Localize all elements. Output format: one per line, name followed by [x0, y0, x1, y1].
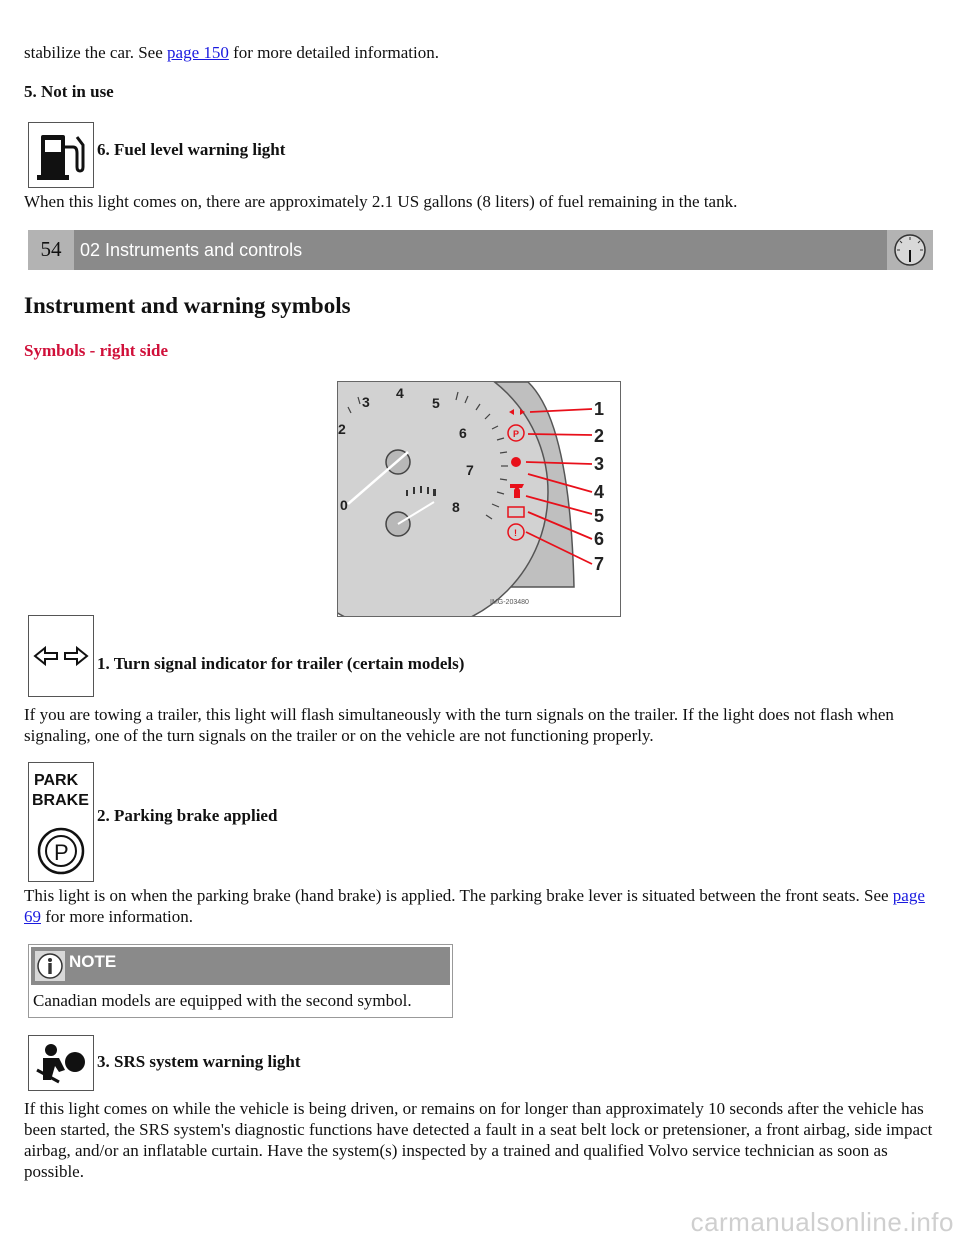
trailer-turn-signal-icon	[28, 615, 94, 697]
item-2-title: 2. Parking brake applied	[97, 806, 278, 825]
item-3-body: If this light comes on while the vehicle is being driven, or remains on for longer than approximately 10 seconds after the vehicle has been started, the SRS system's diagnostic functions have detected a fault in a seat belt lock or pretensioner, a front airbag, side impact airbag, and/or an inflatable curtain. Have the system(s) inspected by a trained and qualified Volvo service technician as soon as possible.	[24, 1099, 933, 1181]
gauge-number: 0	[340, 497, 348, 513]
gauge-icon	[887, 230, 933, 270]
parking-brake-icon	[28, 762, 94, 882]
svg-text:P: P	[513, 429, 520, 439]
watermark: carmanualsonline.info	[690, 1207, 954, 1237]
page-69-link[interactable]: page 69	[24, 886, 925, 926]
gauge-number: 8	[452, 499, 460, 515]
figure-code: IMG-203480	[490, 599, 529, 606]
gauge-number: 7	[466, 462, 474, 478]
sub-heading: Symbols - right side	[24, 341, 169, 360]
info-icon	[35, 951, 65, 981]
svg-text:PARK: PARK	[34, 772, 79, 789]
svg-text:P: P	[54, 840, 69, 865]
item-6-body: When this light comes on, there are approximately 2.1 US gallons (8 liters) of fuel remaining in the tank.	[24, 192, 738, 211]
section-header	[28, 230, 933, 270]
item-1-title: 1. Turn signal indicator for trailer (certain models)	[97, 654, 465, 673]
item-2-body: This light is on when the parking brake (hand brake) is applied. The parking brake lever is situated between the front seats. See page 69 for more information.	[24, 886, 925, 926]
note-label: NOTE	[69, 952, 117, 971]
page-150-link[interactable]: page 150	[167, 43, 229, 62]
item-1-body: If you are towing a trailer, this light will flash simultaneously with the turn signals on the trailer. If the light does not flash when signaling, one of the turn signals on the trailer or on the vehicle are not functioning properly.	[24, 705, 894, 745]
gauge-number: 3	[362, 394, 370, 410]
svg-text:!: !	[514, 528, 517, 538]
callout-number: 4	[594, 482, 605, 502]
note-text: Canadian models are equipped with the second symbol.	[33, 991, 412, 1010]
gauge-number: 6	[459, 425, 467, 441]
callout-number: 1	[594, 399, 605, 419]
intro-text: stabilize the car. See page 150 for more detailed information.	[24, 43, 439, 62]
callout-number: 2	[594, 426, 605, 446]
callout-number: 5	[594, 506, 605, 526]
callout-number: 3	[594, 454, 605, 474]
gauge-number: 4	[396, 385, 404, 401]
item-5-title: 5. Not in use	[24, 82, 114, 101]
instrument-cluster-figure	[337, 381, 621, 617]
item-6-title: 6. Fuel level warning light	[97, 140, 286, 159]
callout-number: 7	[594, 554, 605, 574]
page-heading: Instrument and warning symbols	[24, 293, 351, 318]
note-box	[28, 944, 453, 1018]
page-number: 54	[28, 230, 74, 270]
gauge-number: 5	[432, 395, 440, 411]
fuel-pump-icon	[28, 122, 94, 188]
gauge-number: 2	[338, 421, 346, 437]
svg-text:BRAKE: BRAKE	[32, 792, 89, 809]
section-title: 02 Instruments and controls	[80, 240, 303, 260]
callout-number: 6	[594, 529, 605, 549]
srs-airbag-icon	[28, 1035, 94, 1091]
item-3-title: 3. SRS system warning light	[97, 1052, 301, 1071]
